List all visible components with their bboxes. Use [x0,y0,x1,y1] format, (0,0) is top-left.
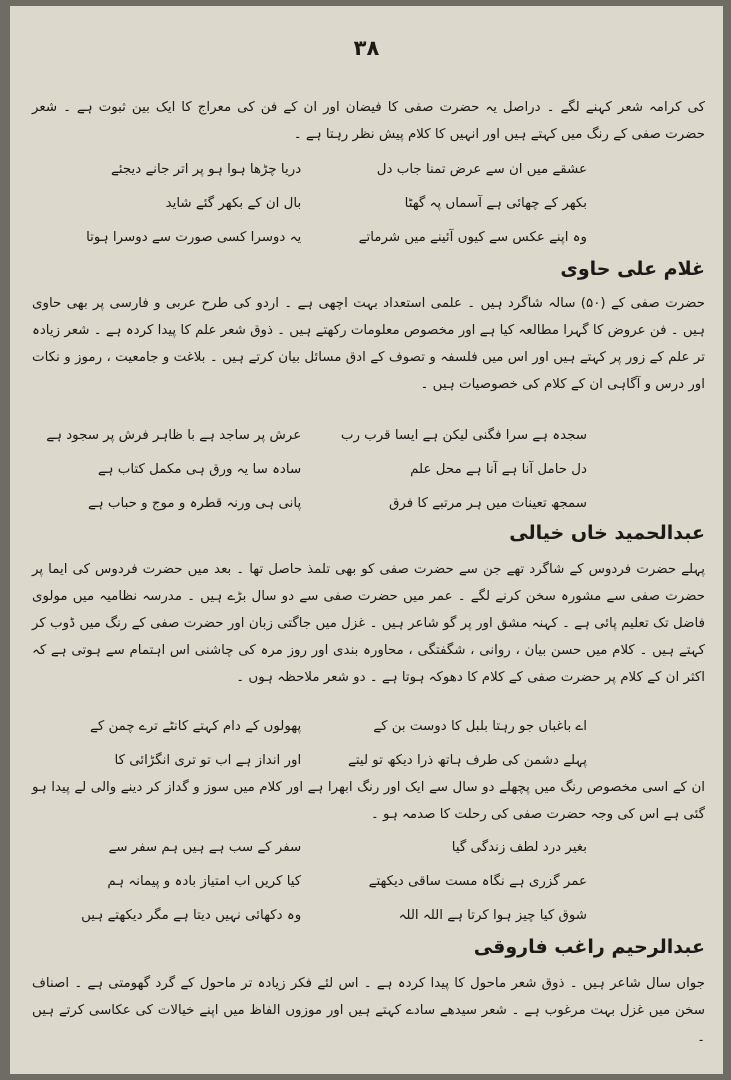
misra-second: یہ دوسرا کسی صورت سے دوسرا ہوتا [86,229,302,245]
verse-couplet [32,452,705,486]
misra-first: عشقے میں ان سے عرض تمنا جاب دل [376,161,587,177]
section-paragraph [32,970,705,1051]
page-number: ۳۸ [353,36,380,60]
misra-second: پانی ہی ورنہ قطرہ و موج و حباب ہے [87,495,302,511]
section-heading: غلام علی حاوی [560,258,705,280]
misra-first: بکھر کے چھائی ہے آسماں پہ گھٹا [404,195,587,211]
verse-block [32,830,705,932]
paragraph: ان کے اسی مخصوص رنگ میں پچھلے دو سال سے ایک اور رنگ ابھرا ہے اور کلام میں سوز و گداز کر دینے والی لے پیدا ہو گئی ہے اس کی وجہ حضرت صفی کی رحلت کا صدمہ ہو ۔ [32,780,705,822]
misra-first: سمجھ تعینات میں ہر مرتبے کا فرق [388,495,587,511]
misra-second: سفر کے سب ہے ہیں ہم سفر سے [108,839,302,855]
misra-second: عرش پر ساجد ہے با ظاہر فرش پر سجود ہے [46,427,302,443]
paragraph: جواں سال شاعر ہیں ۔ ذوق شعر ماحول کا پیدا کردہ ہے ۔ اس لئے فکر زیادہ تر ماحول کے گرد گھومتی ہے ۔ اصناف سخن میں غزل بہت مرغوب ہے ۔ شعر سیدھے سادے کہتے ہیں اور موزوں الفاظ میں اپنے خیالات کی عکاسی کرتے ہیں ۔ [32,976,705,1045]
section-paragraph [32,556,705,691]
misra-first: بغیر درد لطف زندگی گیا [451,839,587,855]
section-heading: عبدالحمید خاں خیالی [509,522,705,544]
verse-couplet [32,418,705,452]
section-heading: عبدالرحیم راغب فاروقی [473,936,705,958]
misra-second: بال ان کے بکھر گئے شاید [165,195,302,211]
misra-first: وہ اپنے عکس سے کیوں آئینے میں شرماتے [358,229,587,245]
misra-first: عمر گزری ہے نگاہ مست ساقی دیکھتے [368,873,587,889]
verse-couplet [32,152,705,186]
misra-first: دل حامل آنا ہے آنا ہے محل علم [410,461,587,477]
paragraph: حضرت صفی کے (۵۰) سالہ شاگرد ہیں ۔ علمی استعداد بہت اچھی ہے ۔ اردو کی طرح عربی و فارسی پر بھی حاوی ہیں ۔ فن عروض کا گہرا مطالعہ کیا ہے اور مخصوص معلومات رکھتے ہیں ۔ ذوق شعر علم کا پیدا کردہ ہے ۔ شعر زیادہ تر علم کے زور پر کہتے ہیں اور اس میں فلسفہ و تصوف کے ادق مسائل بیان کرتے ہیں ۔ بلاغت و جامعیت ، رموز و نکات اور درس و آگاہی ان کے کلام کی خصوصیات ہیں ۔ [32,296,705,392]
section-paragraph [32,774,705,828]
paragraph: کی کرامہ شعر کہنے لگے ۔ دراصل یہ حضرت صفی کا فیضان اور ان کے فن کی معراج کا ایک بین ثبوت ہے ۔ شعر حضرت صفی کے رنگ میں کہتے ہیں اور انہیں کا کلام پیش نظر رہتا ہے ۔ [32,100,705,142]
intro-paragraph [32,94,705,148]
verse-couplet [32,898,705,932]
verse-couplet [32,743,705,777]
misra-second: اور انداز ہے اب تو تری انگڑائی کا [114,752,302,768]
misra-second: دریا چڑھا ہوا ہو پر اتر جانے دیجئے [110,161,302,177]
misra-second: پھولوں کے دام کہتے کانٹے ترے چمن کے [89,718,302,734]
misra-second: کیا کریں اب امتیاز بادہ و پیمانہ ہم [107,873,302,889]
verse-couplet [32,220,705,254]
misra-second: وہ دکھائی نہیں دیتا ہے مگر دیکھتے ہیں [81,907,302,923]
verse-block [32,418,705,520]
misra-first: اے باغباں جو رہتا بلبل کا دوست بن کے [373,718,587,734]
verse-couplet [32,486,705,520]
verse-couplet [32,830,705,864]
misra-first: پہلے دشمن کی طرف ہاتھ ذرا دیکھ تو لیتے [348,752,587,768]
misra-second: سادہ سا یہ ورق ہی مکمل کتاب ہے [97,461,302,477]
misra-first: شوق کیا چیز ہوا کرتا ہے اللہ اللہ [398,907,587,923]
verse-couplet [32,709,705,743]
book-page [10,6,723,1074]
verse-couplet [32,864,705,898]
verse-couplet [32,186,705,220]
verse-block [32,709,705,777]
misra-first: سجدہ ہے سرا فگنی لیکن ہے ایسا قرب رب [340,427,587,443]
section-paragraph [32,290,705,398]
paragraph: پہلے حضرت فردوس کے شاگرد تھے جن سے حضرت صفی کو بھی تلمذ حاصل تھا ۔ بعد میں حضرت فردوس کی ایما پر حضرت صفی سے مشورہ سخن کرنے لگے ۔ عمر میں حضرت صفی سے دو سال بڑے ہیں ۔ مدرسہ نظامیہ میں مولوی فاضل تک تعلیم پائی ہے ۔ کہنہ مشق اور پر گو شاعر ہیں ۔ غزل میں جاگتی زبان اور حضرت صفی کے رنگ میں ڈوب کر کہتے ہیں ۔ کلام میں حسن بیان ، روانی ، شگفتگی ، محاورہ بندی اور روز مرہ کی چاشنی اس اہتمام سے ہوتی ہے کہ اکثر ان کے کلام پر حضرت صفی کے کلام کا دھوکہ ہوتا ہے ۔ دو شعر ملاحظہ ہوں ۔ [32,562,705,685]
verse-block [32,152,705,254]
